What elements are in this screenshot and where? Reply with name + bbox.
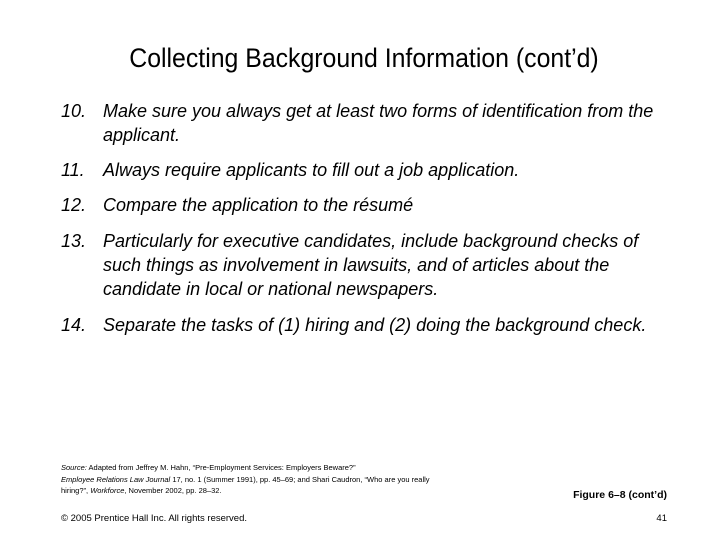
list-item-number: 14.: [61, 315, 87, 335]
slide-title: Collecting Background Information (cont’d): [129, 43, 599, 73]
source-text-part2: 17, no. 1 (Summer 1991), pp. 45–69; and Shari Caudron, “Who are you really hiring?”,: [61, 474, 430, 495]
list-item-number: 13.: [61, 231, 87, 251]
list-item-text: Particularly for executive candidates, include background checks of such things as involvement in lawsuits, and of articles about the candidate in local or national newspapers.: [103, 231, 639, 299]
source-citation: [61, 462, 441, 497]
source-magazine: Workforce: [90, 486, 125, 495]
copyright-notice: © 2005 Prentice Hall Inc. All rights reserved.: [61, 513, 248, 524]
list-item-number: 10.: [61, 101, 87, 121]
list-item: [61, 313, 681, 337]
source-journal: Employee Relations Law Journal: [61, 474, 171, 484]
page-number: 41: [656, 513, 667, 524]
numbered-list: [61, 99, 681, 349]
list-item-text: Always require applicants to fill out a job application.: [103, 160, 520, 180]
source-label: Source:: [61, 463, 87, 472]
figure-label: Figure 6–8 (cont’d): [573, 489, 667, 501]
list-item-text: Separate the tasks of (1) hiring and (2) doing the background check.: [103, 315, 647, 335]
list-item-text: Make sure you always get at least two forms of identification from the applicant.: [103, 101, 654, 145]
list-item: [61, 158, 681, 182]
list-item: [61, 193, 681, 217]
list-item: [61, 229, 681, 301]
list-item-number: 11.: [61, 160, 85, 180]
source-text-part1: Adapted from Jeffrey M. Hahn, “Pre-Employment Services: Employers Beware?”: [86, 463, 356, 472]
list-item: [61, 99, 681, 147]
list-item-number: 12.: [61, 195, 87, 215]
list-item-text: Compare the application to the résumé: [103, 195, 414, 215]
source-text-part3: , November 2002, pp. 28–32.: [124, 486, 222, 495]
